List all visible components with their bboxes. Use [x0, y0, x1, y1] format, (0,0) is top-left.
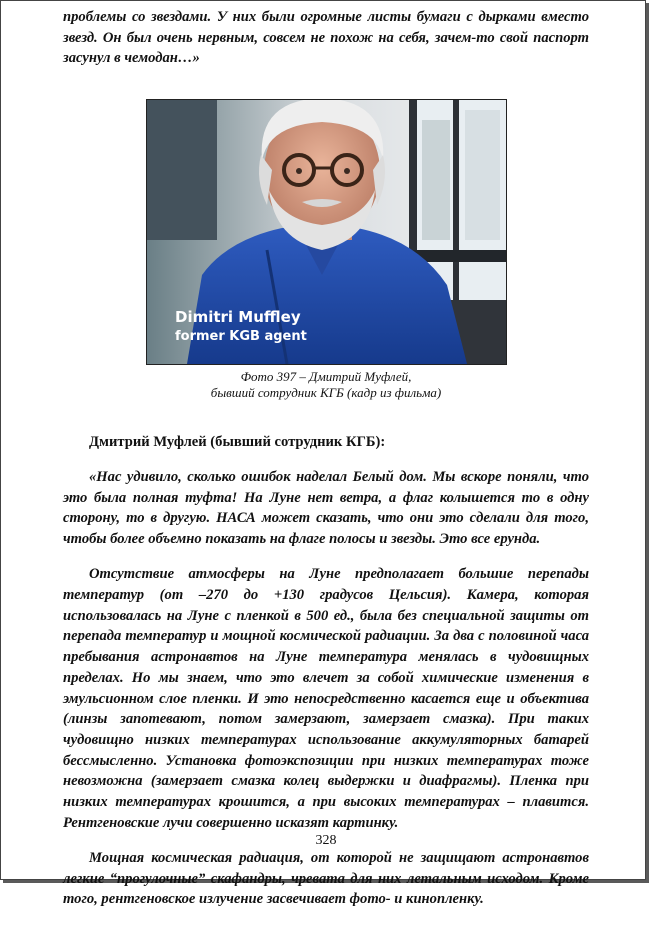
- paragraph: «Нас удивило, сколько ошибок наделал Белый дом. Мы вскоре поняли, что это была полная туфта! На Луне нет ветра, а флаг колышется то в одну сторону, то в другую. НАСА может сказать, что они это сделали для того, чтобы более объемно показать на флаге полосы и звезды. Это все ерунда.: [63, 468, 589, 547]
- page-number: 328: [315, 833, 337, 848]
- film-still-illustration: [147, 100, 506, 364]
- film-still-photo: [146, 99, 507, 365]
- top-text-block: [63, 7, 589, 69]
- overlay-name: Dimitri Muffley: [175, 308, 301, 326]
- paragraph: Отсутствие атмосферы на Луне предполагает большие перепады температур (от –270 до +130 градусов Цельсия). Камера, которая использовалась на Луне с пленкой в 500 ед., была без специальной защиты от перепада температур и мощной космической радиации. За два с половиной часа пребывания астронавтов на Луне температура менялась в чудовищных пределах. Но мы знаем, что это влечет за собой химические изменения в эмульсионном слое пленки. И это непосредственно касается еще и объектива (линзы запотевают, потом замерзают, замерзает смазка). При таких чудовищно низких температурах использование аккумуляторных батарей бессмысленно. Установка фотоэкспозиции при низких температурах тоже невозможна (замерзает смазка колец выдержки и диафрагмы). Пленка при низких температурах крошится, а при высоких температурах – плавится. Рентгеновские лучи совершенно исказят картинку.: [63, 566, 589, 831]
- photo-caption: [63, 369, 589, 401]
- overlay-role: former KGB agent: [175, 329, 307, 344]
- top-paragraph: проблемы со звездами. У них были огромные листы бумаги с дырками вместо звезд. Он был очень нервным, совсем не похож на себя, зачем-то свой паспорт засунул в чемодан…»: [63, 9, 589, 67]
- caption-line-1: Фото 397 – Дмитрий Муфлей,: [240, 369, 412, 384]
- speaker-heading: Дмитрий Муфлей (бывший сотрудник КГБ):: [89, 433, 386, 450]
- caption-line-2: бывший сотрудник КГБ (кадр из фильма): [210, 385, 442, 400]
- paragraph: Мощная космическая радиация, от которой не защищают астронавтов легкие “прогулочные” скафандры, чревата для них летальным исходом. Кроме того, рентгеновское излучение засвечивает фото- и кинопленку.: [63, 850, 589, 908]
